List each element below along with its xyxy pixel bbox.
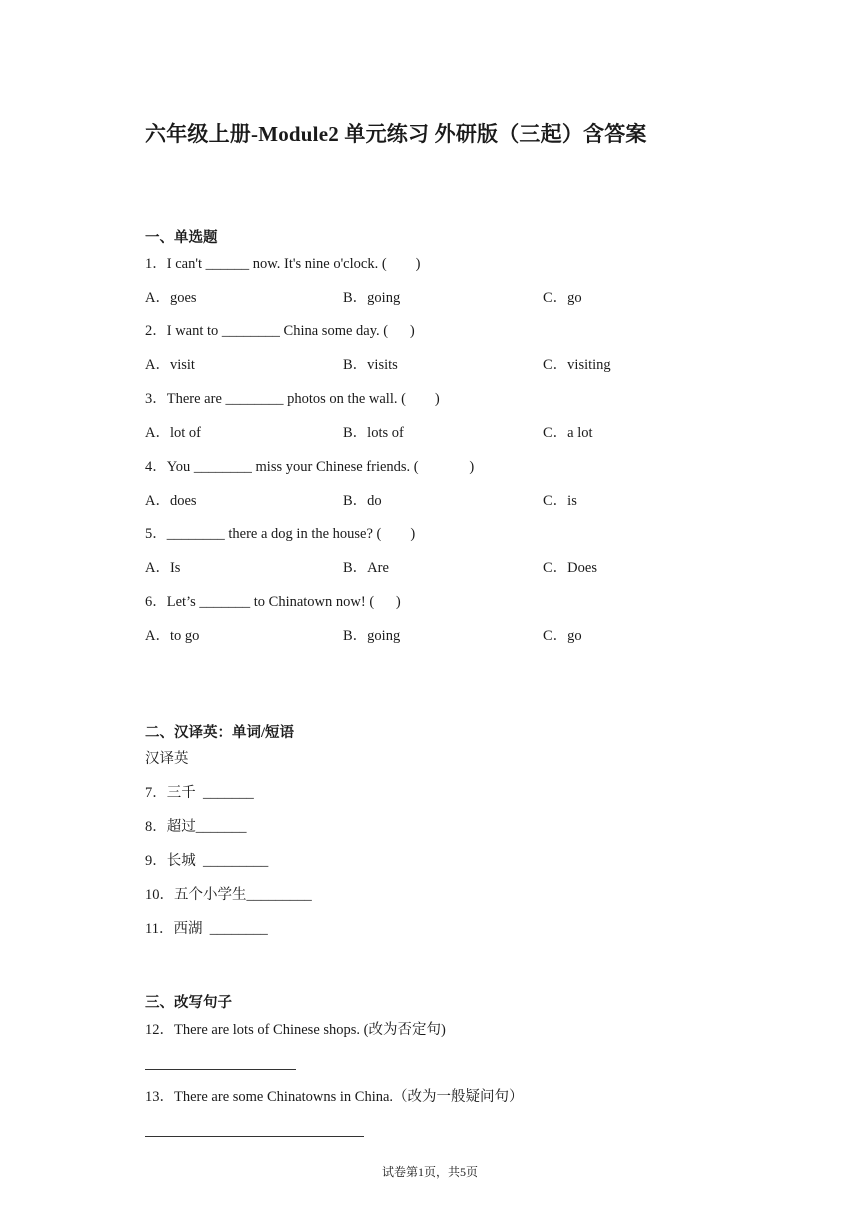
section-heading-rewrite: 三、改写句子	[145, 995, 232, 1011]
page-footer: 试卷第1页，共5页	[381, 1165, 478, 1179]
question-6-option-b: B．going	[343, 628, 401, 644]
question-13: 13．There are some Chinatowns in China.（改为一般疑问句）	[145, 1089, 524, 1105]
answer-line-12	[145, 1069, 296, 1070]
question-3-option-b: B．lots of	[343, 425, 404, 441]
question-2-option-c: C．visiting	[543, 357, 611, 373]
question-7: 7．三千 _______	[145, 785, 254, 801]
question-3-option-a: A．lot of	[145, 425, 201, 441]
question-4-option-a: A．does	[145, 493, 197, 509]
question-3-stem: 3．There are ________ photos on the wall. ( )	[145, 391, 440, 407]
question-4-option-b: B．do	[343, 493, 382, 509]
section-heading-translation: 二、汉译英：单词/短语	[145, 725, 295, 741]
question-6-stem: 6．Let’s _______ to Chinatown now! ( )	[145, 594, 401, 610]
question-1-option-a: A．goes	[145, 290, 197, 306]
question-4-stem: 4．You ________ miss your Chinese friends. ( )	[145, 459, 475, 475]
question-11: 11．西湖 ________	[145, 921, 268, 937]
page-title: 六年级上册-Module2 单元练习 外研版（三起）含答案	[145, 122, 647, 146]
question-4-option-c: C．is	[543, 493, 577, 509]
question-3-option-c: C．a lot	[543, 425, 593, 441]
question-5-option-b: B．Are	[343, 560, 389, 576]
section-heading-single-choice: 一、单选题	[145, 230, 218, 246]
answer-line-13	[145, 1136, 364, 1137]
question-1-option-b: B．going	[343, 290, 401, 306]
question-6-option-c: C．go	[543, 628, 582, 644]
question-6-option-a: A．to go	[145, 628, 200, 644]
section-intro: 汉译英	[145, 751, 189, 767]
question-9: 9．长城 _________	[145, 853, 269, 869]
question-2-option-a: A．visit	[145, 357, 195, 373]
question-2-option-b: B．visits	[343, 357, 398, 373]
question-2-stem: 2．I want to ________ China some day. ( )	[145, 323, 415, 339]
question-8: 8．超过_______	[145, 819, 247, 835]
question-10: 10．五个小学生_________	[145, 887, 312, 903]
question-5-option-c: C．Does	[543, 560, 597, 576]
question-5-option-a: A．Is	[145, 560, 181, 576]
question-1-option-c: C．go	[543, 290, 582, 306]
question-12: 12．There are lots of Chinese shops. (改为否定句)	[145, 1022, 446, 1038]
question-5-stem: 5．________ there a dog in the house? ( )	[145, 526, 416, 542]
question-1-stem: 1．I can't ______ now. It's nine o'clock. ( )	[145, 256, 421, 272]
